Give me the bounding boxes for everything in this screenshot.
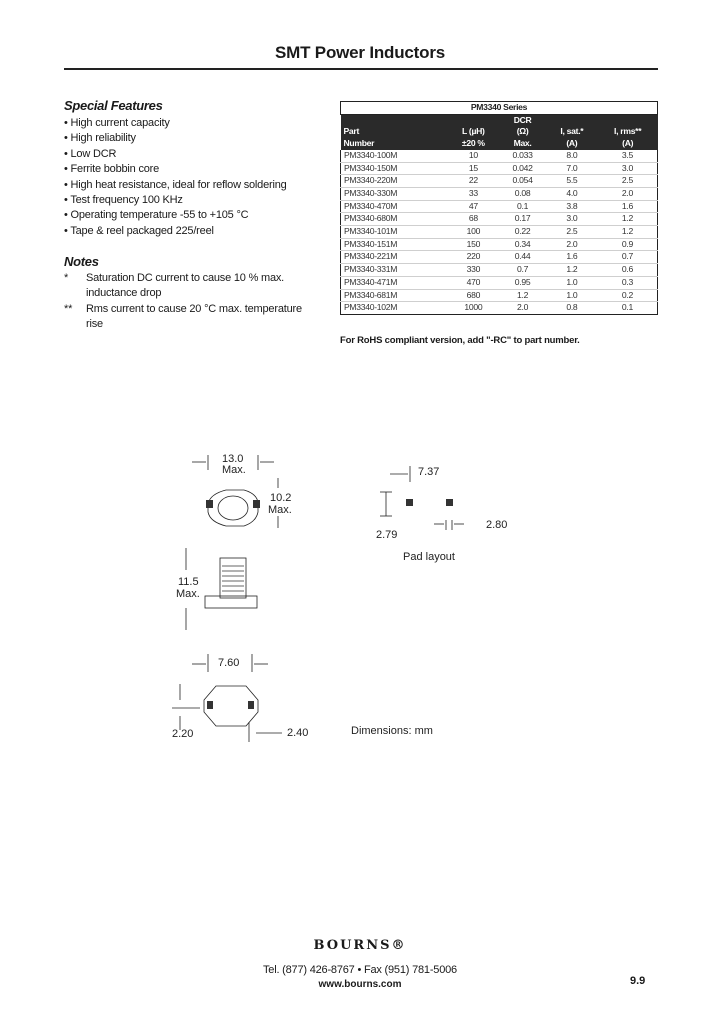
table-cell: 1.0 [546, 289, 598, 302]
table-cell: PM3340-680M [341, 213, 448, 226]
inductor-side-winding [220, 558, 246, 598]
pcb-pad [406, 499, 413, 506]
table-cell: PM3340-470M [341, 200, 448, 213]
table-cell: 10 [447, 150, 499, 162]
table-cell: 33 [447, 187, 499, 200]
feature-text: High heat resistance, ideal for reflow soldering [70, 178, 287, 191]
units-label: Dimensions: mm [351, 725, 433, 737]
pad-spacing-label: 7.37 [418, 466, 440, 478]
table-cell: 2.5 [546, 226, 598, 239]
bourns-logo: BOURNS® [313, 938, 407, 953]
feature-text: Ferrite bobbin core [70, 163, 160, 176]
feature-text: Test frequency 100 KHz [70, 194, 183, 207]
table-header-cell: ±20 % [461, 138, 485, 149]
table-cell: 470 [447, 276, 499, 289]
note-text: Saturation DC current to cause 10 % max. inductance drop [86, 272, 285, 300]
table-cell: PM3340-100M [341, 150, 448, 162]
table-cell: 1.2 [546, 264, 598, 277]
table-header-cell: DCR [513, 114, 532, 125]
terminal-pad [206, 500, 213, 508]
table-cell: PM3340-151M [341, 238, 448, 251]
page-title: SMT Power Inductors [275, 43, 445, 62]
feature-item: • Tape & reel packaged 225/reel [64, 224, 214, 237]
table-cell: 8.0 [546, 150, 598, 162]
table-cell: 47 [447, 200, 499, 213]
table-cell: 0.9 [598, 238, 658, 251]
top-width-max: Max. [222, 464, 246, 476]
table-cell: 0.17 [499, 213, 546, 226]
table-cell: 0.7 [499, 264, 546, 277]
table-header-cell: I, sat.* [560, 126, 584, 137]
terminal-pad [253, 500, 260, 508]
side-height-label: 11.5 [178, 576, 199, 588]
table-cell: 0.2 [598, 289, 658, 302]
table-cell: 0.033 [499, 150, 546, 162]
table-cell: 0.7 [598, 251, 658, 264]
table-cell: 0.8 [546, 302, 598, 315]
feature-text: High reliability [70, 132, 136, 145]
table-cell: 22 [447, 175, 499, 188]
table-header-cell: Max. [513, 138, 532, 149]
table-cell: 15 [447, 162, 499, 175]
feature-text: Tape & reel packaged 225/reel [70, 224, 214, 237]
notes-heading: Notes [64, 254, 99, 269]
table-cell: 0.1 [499, 200, 546, 213]
table-cell: 1.6 [546, 251, 598, 264]
table-cell: 0.22 [499, 226, 546, 239]
table-cell: PM3340-471M [341, 276, 448, 289]
table-header-cell: (A) [622, 138, 634, 149]
table-header-cell: L (µH) [462, 126, 485, 137]
feature-item: • Test frequency 100 KHz [64, 194, 183, 207]
top-width-label: 13.0 [222, 453, 244, 465]
rohs-note: For RoHS compliant version, add "-RC" to part number. [340, 335, 580, 346]
note-mark: * [64, 272, 69, 284]
page-number: 9.9 [630, 975, 646, 987]
table-header-cell: (Ω) [516, 126, 529, 137]
table-cell: 680 [447, 289, 499, 302]
table-cell: 3.5 [598, 150, 658, 162]
side-height-max: Max. [176, 588, 200, 600]
bottom-pad-a-label: 2.20 [172, 728, 194, 740]
table-cell: 2.0 [499, 302, 546, 315]
table-cell: 3.8 [546, 200, 598, 213]
table-cell: 0.042 [499, 162, 546, 175]
top-height-max: Max. [268, 504, 292, 516]
table-cell: 68 [447, 213, 499, 226]
feature-text: High current capacity [70, 117, 170, 129]
table-cell: 1.2 [598, 226, 658, 239]
note-text: Rms current to cause 20 °C max. temperature rise [86, 302, 302, 331]
table-cell: 1.0 [546, 276, 598, 289]
table-cell: 2.0 [546, 238, 598, 251]
table-caption: PM3340 Series [341, 102, 658, 115]
table-cell: 0.054 [499, 175, 546, 188]
table-cell: PM3340-331M [341, 264, 448, 277]
table-cell: 0.1 [598, 302, 658, 315]
feature-item: • High heat resistance, ideal for reflow soldering [64, 178, 287, 191]
table-cell: 2.0 [598, 187, 658, 200]
feature-item: • Low DCR [64, 147, 117, 160]
pad-size-a-label: 2.79 [376, 529, 398, 541]
table-cell: PM3340-101M [341, 226, 448, 239]
feature-item: • High current capacity [64, 117, 170, 129]
table-cell: 0.95 [499, 276, 546, 289]
feature-item: • Operating temperature -55 to +105 °C [64, 209, 249, 222]
feature-item: • High reliability [64, 132, 136, 145]
bottom-pad-b-label: 2.40 [287, 727, 309, 739]
pcb-pad [446, 499, 453, 506]
pad-size-b-label: 2.80 [486, 519, 508, 531]
terminal-pad [248, 701, 254, 709]
note-mark: ** [64, 302, 73, 315]
table-header-cell: I, rms** [614, 126, 642, 137]
inductor-core-circle [218, 496, 248, 520]
table-cell: PM3340-102M [341, 302, 448, 315]
table-cell: 3.0 [546, 213, 598, 226]
table-cell: 220 [447, 251, 499, 264]
table-cell: 330 [447, 264, 499, 277]
table-cell: 1.2 [499, 289, 546, 302]
table-cell: PM3340-150M [341, 162, 448, 175]
table-cell: 100 [447, 226, 499, 239]
table-cell: 2.5 [598, 175, 658, 188]
inductor-top-outline [208, 490, 258, 526]
feature-item: • Ferrite bobbin core [64, 163, 160, 176]
feature-text: Low DCR [70, 147, 117, 160]
table-cell: PM3340-220M [341, 175, 448, 188]
table-cell: 3.0 [598, 162, 658, 175]
table-cell: 150 [447, 238, 499, 251]
table-cell: 1.6 [598, 200, 658, 213]
table-cell: 0.6 [598, 264, 658, 277]
contact-info: Tel. (877) 426-8767 • Fax (951) 781-5006 [263, 964, 457, 976]
features-heading: Special Features [64, 98, 163, 113]
table-header-cell: Number [343, 138, 375, 149]
feature-text: Operating temperature -55 to +105 °C [70, 209, 249, 222]
table-header-cell: Part [343, 126, 360, 137]
table-cell: PM3340-221M [341, 251, 448, 264]
table-cell: 0.3 [598, 276, 658, 289]
top-height-label: 10.2 [270, 492, 292, 504]
table-cell: 5.5 [546, 175, 598, 188]
table-cell: 0.44 [499, 251, 546, 264]
table-cell: 7.0 [546, 162, 598, 175]
table-header-cell: (A) [566, 138, 578, 149]
table-cell: 0.34 [499, 238, 546, 251]
table-cell: 1.2 [598, 213, 658, 226]
table-cell: 4.0 [546, 187, 598, 200]
bottom-width-label: 7.60 [218, 657, 240, 669]
table-cell: 1000 [447, 302, 499, 315]
pad-layout-label: Pad layout [403, 551, 455, 563]
table-cell: PM3340-330M [341, 187, 448, 200]
table-cell: PM3340-681M [341, 289, 448, 302]
terminal-pad [207, 701, 213, 709]
website-link[interactable]: www.bourns.com [318, 979, 402, 990]
table-cell: 0.08 [499, 187, 546, 200]
